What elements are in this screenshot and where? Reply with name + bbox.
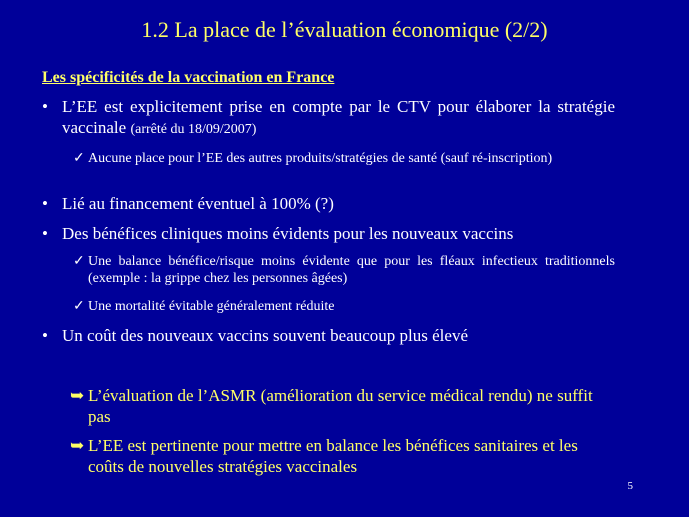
slide-title: 1.2 La place de l’évaluation économique (2/2) [141,17,548,42]
arrow-icon: ➥ [70,436,85,455]
sub-bullet-text: Une mortalité évitable généralement réduite [88,299,335,314]
bullet-text: Lié au financement éventuel à 100% (?) [62,194,334,213]
conclusion-item [70,385,615,427]
conclusion-text: L’EE est pertinente pour mettre en balance les bénéfices sanitaires et les coûts de nouvelles stratégies vaccinales [88,436,578,476]
bullet-text: Des bénéfices cliniques moins évidents pour les nouveaux vaccins [62,224,514,243]
sub-bullet-text: Une balance bénéfice/risque moins évidente que pour les fléaux infectieux traditionnels (exemple : la grippe chez les personnes âgées) [88,254,615,286]
check-icon: ✓ [73,299,85,314]
bullet-text: Un coût des nouveaux vaccins souvent beaucoup plus élevé [62,326,468,345]
bullet-item [42,193,615,214]
page-number: 5 [627,480,633,492]
sub-bullet-item [73,150,615,167]
bullet-marker: • [42,97,48,116]
conclusion-text: L’évaluation de l’ASMR (amélioration du service médical rendu) ne suffit pas [88,386,593,426]
bullet-marker: • [42,326,48,345]
bullet-item [42,325,615,346]
bullet-marker: • [42,224,48,243]
bullet-item [42,96,615,140]
sub-bullet-item [73,253,615,287]
sub-bullet-text: Aucune place pour l’EE des autres produits/stratégies de santé (sauf ré-inscription) [88,151,553,166]
check-icon: ✓ [73,151,85,166]
sub-bullet-item [73,298,615,315]
arrow-icon: ➥ [70,386,85,405]
conclusion-item [70,435,615,477]
section-heading: Les spécificités de la vaccination en France [42,69,335,86]
bullet-note: (arrêté du 18/09/2007) [130,122,257,137]
bullet-text: L’EE est explicitement prise en compte par le CTV pour élaborer la stratégie vaccinale [62,97,615,137]
check-icon: ✓ [73,254,85,269]
bullet-marker: • [42,194,48,213]
bullet-item [42,223,615,244]
